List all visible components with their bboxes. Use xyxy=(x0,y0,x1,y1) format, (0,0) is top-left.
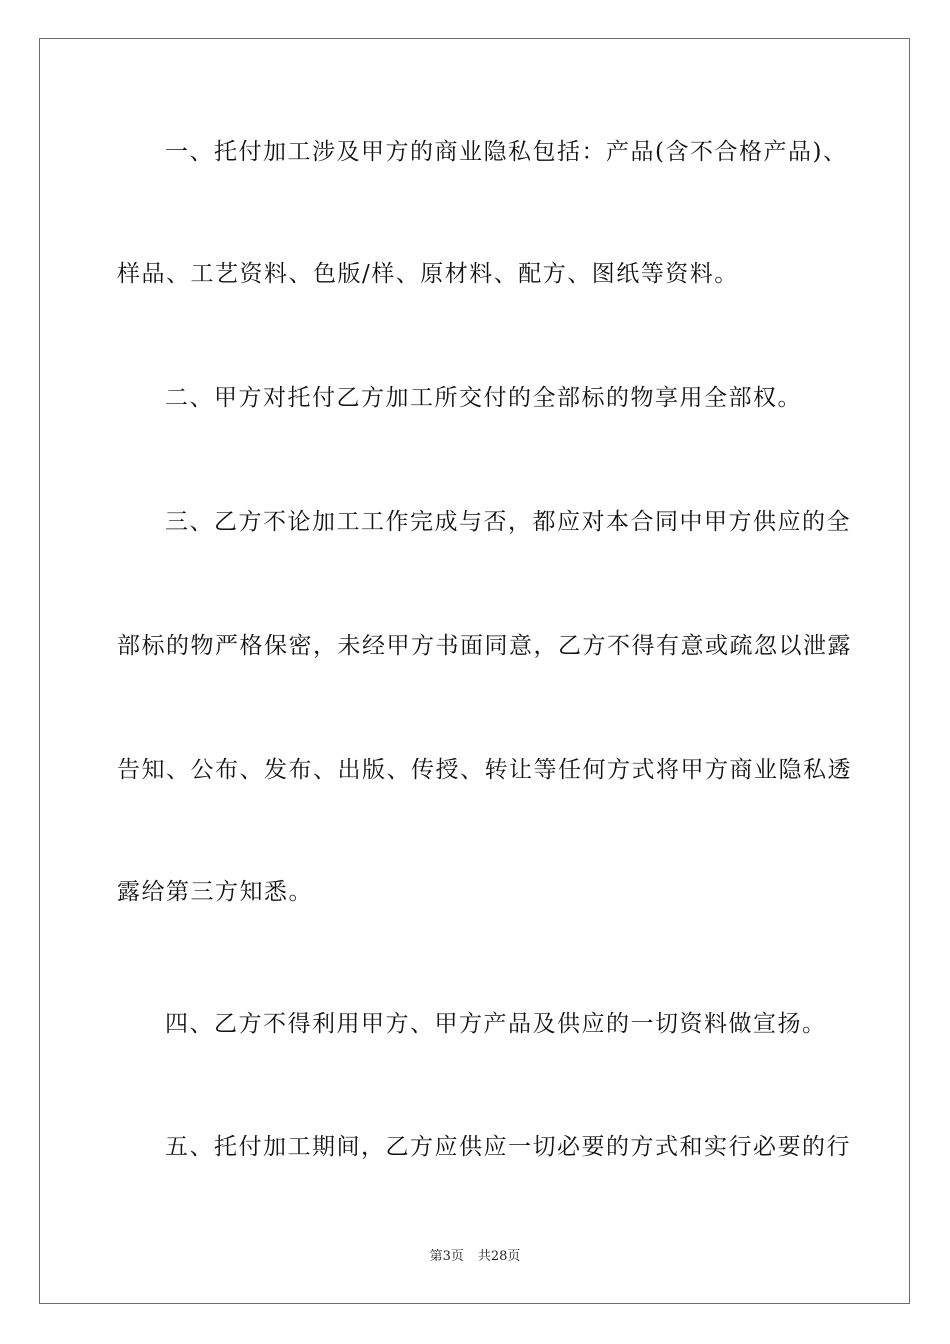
page-total: 共28页 xyxy=(477,1249,521,1264)
page-number: 第3页 xyxy=(429,1249,464,1264)
page-footer xyxy=(0,1248,950,1266)
paragraph-4-line-1: 四、乙方不得利用甲方、甲方产品及供应的一切资料做宣扬。 xyxy=(165,1011,827,1037)
paragraph-1-line-1: 一、托付加工涉及甲方的商业隐私包括：产品(含不合格产品)、 xyxy=(165,139,848,165)
paragraph-3-line-3: 告知、公布、发布、出版、传授、转让等任何方式将甲方商业隐私透 xyxy=(117,757,852,783)
page-border xyxy=(39,38,910,1304)
paragraph-3-line-1: 三、乙方不论加工工作完成与否，都应对本合同中甲方供应的全 xyxy=(165,509,851,535)
paragraph-3-line-4: 露给第三方知悉。 xyxy=(117,879,313,905)
paragraph-3-line-2: 部标的物严格保密，未经甲方书面同意，乙方不得有意或疏忽以泄露 xyxy=(117,633,852,659)
paragraph-5-line-1: 五、托付加工期间，乙方应供应一切必要的方式和实行必要的行 xyxy=(165,1134,851,1160)
paragraph-2-line-1: 二、甲方对托付乙方加工所交付的全部标的物享用全部权。 xyxy=(165,385,802,411)
paragraph-1-line-2: 样品、工艺资料、色版/样、原材料、配方、图纸等资料。 xyxy=(117,261,739,287)
